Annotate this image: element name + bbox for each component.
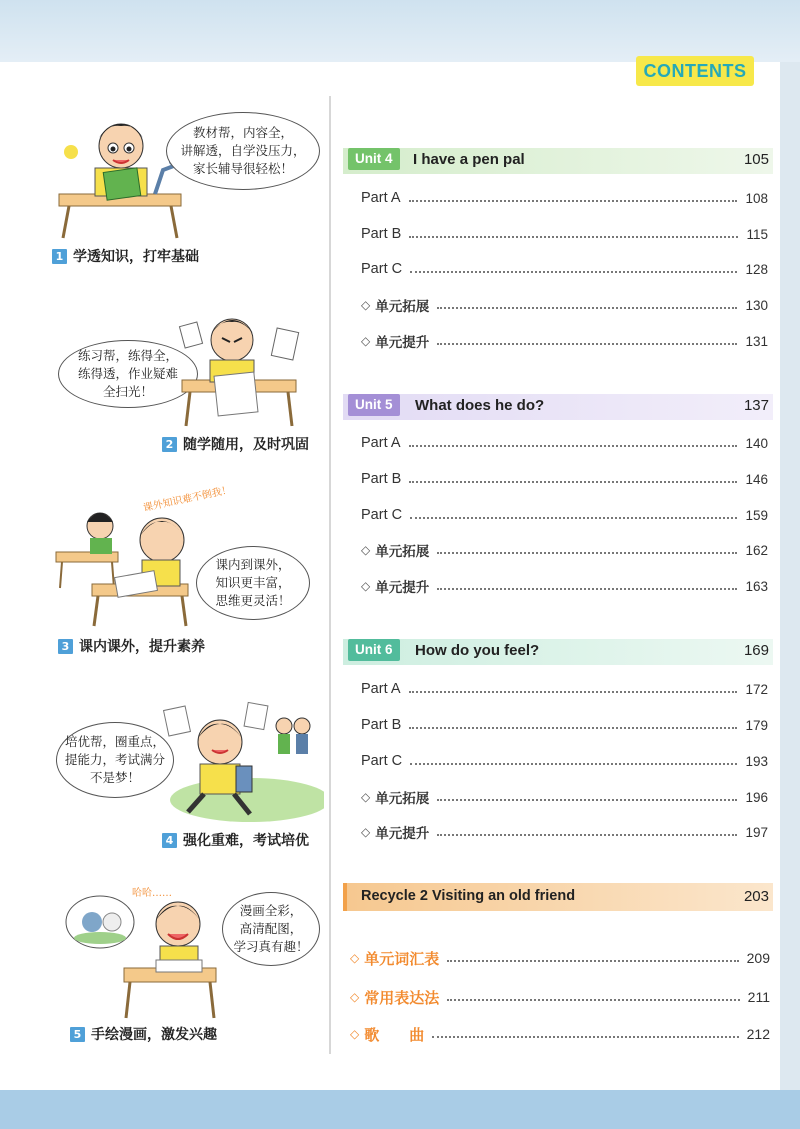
appendix-expressions[interactable]: ◇ 常用表达法 211 (350, 988, 770, 1007)
feature-1-number: 1 (52, 249, 67, 264)
feature-1-label: 1 学透知识，打牢基础 (52, 246, 199, 266)
feature-3-bubble: 课内到课外， 知识更丰富， 思维更灵活！ (196, 546, 310, 620)
unit-6-extension[interactable]: ◇ 单元拓展 196 (361, 789, 768, 806)
top-band (0, 0, 800, 62)
unit-6-title: How do you feel? (415, 642, 540, 659)
unit-6-improvement[interactable]: ◇ 单元提升 197 (361, 824, 768, 841)
appendix-songs[interactable]: ◇ 歌 曲 212 (350, 1025, 770, 1044)
unit-5-header[interactable] (343, 394, 773, 420)
unit-5-part-c[interactable]: Part C 159 (361, 507, 768, 523)
unit-4-improvement[interactable]: ◇ 单元提升 131 (361, 333, 768, 350)
unit-6-part-b[interactable]: Part B 179 (361, 717, 768, 733)
lightbulb-icon (64, 145, 78, 159)
feature-4-number: 4 (162, 833, 177, 848)
diamond-bullet-icon: ◇ (350, 951, 360, 965)
feature-5-label: 5 手绘漫画，激发兴趣 (70, 1024, 217, 1044)
unit-4-part-b[interactable]: Part B 115 (361, 226, 768, 242)
column-divider (329, 96, 331, 1054)
recycle-2-header[interactable] (343, 883, 773, 911)
feature-3-number: 3 (58, 639, 73, 654)
feature-3-caption: 课外知识难不倒我！ (142, 484, 233, 515)
unit-5-page: 137 (743, 397, 769, 414)
feature-2-bubble: 练习帮，练得全， 练得透，作业疑难 全扫光！ (58, 340, 198, 408)
feature-5-number: 5 (70, 1027, 85, 1042)
feature-3-label: 3 课内课外，提升素养 (58, 636, 205, 656)
feature-1-bubble: 教材帮，内容全， 讲解透，自学没压力， 家长辅导很轻松！ (166, 112, 320, 190)
unit-5-title: What does he do? (415, 397, 545, 414)
feature-1-illustration (55, 112, 185, 242)
unit-6-tag: Unit 6 (348, 639, 400, 661)
feature-2-number: 2 (162, 437, 177, 452)
unit-6-header[interactable] (343, 639, 773, 665)
feature-4-bubble: 培优帮，圈重点， 提能力，考试满分 不是梦！ (56, 722, 174, 798)
unit-5-part-a[interactable]: Part A 140 (361, 435, 768, 451)
feature-4-illustration (160, 700, 324, 828)
diamond-bullet-icon: ◇ (361, 334, 371, 348)
unit-5-part-b[interactable]: Part B 146 (361, 471, 768, 487)
feature-5-bubble: 漫画全彩， 高清配图， 学习真有趣！ (222, 892, 320, 966)
contents-title: CONTENTS (636, 56, 754, 86)
feature-3-illustration (52, 498, 202, 630)
diamond-bullet-icon: ◇ (361, 579, 371, 593)
appendix-vocabulary[interactable]: ◇ 单元词汇表 209 (350, 949, 770, 968)
bottom-band (0, 1090, 800, 1129)
diamond-bullet-icon: ◇ (350, 990, 360, 1004)
unit-4-tag: Unit 4 (348, 148, 400, 170)
unit-4-header[interactable] (343, 148, 773, 174)
unit-5-tag: Unit 5 (348, 394, 400, 416)
unit-6-part-c[interactable]: Part C 193 (361, 753, 768, 769)
page-edge (780, 62, 800, 1090)
unit-5-improvement[interactable]: ◇ 单元提升 163 (361, 578, 768, 595)
unit-4-extension[interactable]: ◇ 单元拓展 130 (361, 297, 768, 314)
recycle-2-title: Recycle 2 Visiting an old friend (361, 888, 576, 904)
unit-6-page: 169 (743, 642, 769, 659)
recycle-2-page: 203 (743, 888, 769, 905)
unit-4-title: I have a pen pal (413, 151, 525, 168)
feature-2-label: 2 随学随用，及时巩固 (162, 434, 309, 454)
diamond-bullet-icon: ◇ (361, 298, 371, 312)
unit-4-part-c[interactable]: Part C 128 (361, 261, 768, 277)
unit-4-page: 105 (743, 151, 769, 168)
feature-2-illustration (176, 308, 304, 430)
feature-5-illustration (64, 892, 234, 1022)
diamond-bullet-icon: ◇ (361, 543, 371, 557)
diamond-bullet-icon: ◇ (350, 1027, 360, 1041)
diamond-bullet-icon: ◇ (361, 825, 371, 839)
feature-5-caption: 哈哈…… (132, 888, 172, 899)
unit-6-part-a[interactable]: Part A 172 (361, 681, 768, 697)
feature-4-label: 4 强化重难，考试培优 (162, 830, 309, 850)
unit-4-part-a[interactable]: Part A 108 (361, 190, 768, 206)
unit-5-extension[interactable]: ◇ 单元拓展 162 (361, 542, 768, 559)
diamond-bullet-icon: ◇ (361, 790, 371, 804)
